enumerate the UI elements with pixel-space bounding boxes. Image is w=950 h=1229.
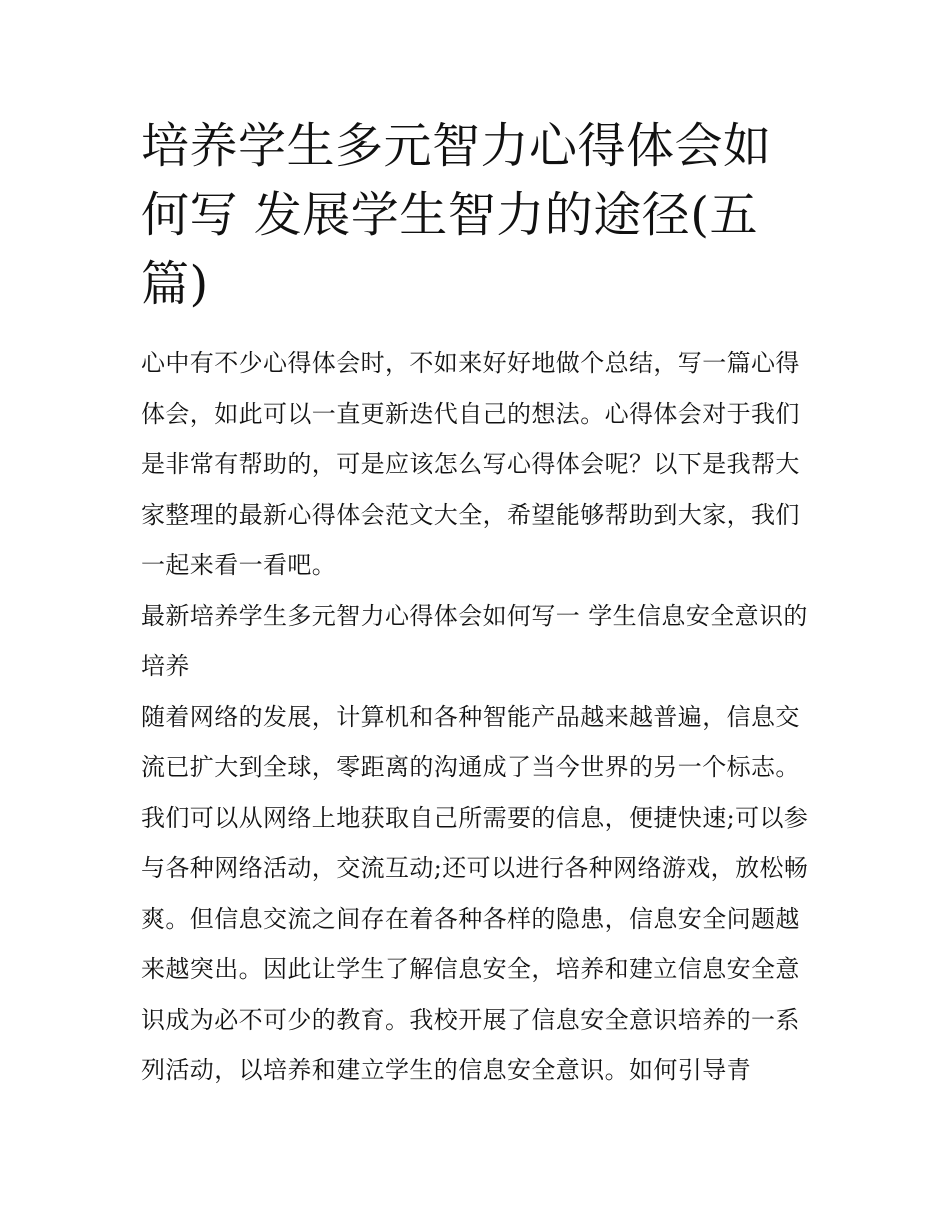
section-body-paragraph: 随着网络的发展，计算机和各种智能产品越来越普遍，信息交流已扩大到全球，零距离的沟通成了当今世界的另一个标志。我们可以从网络上地获取自己所需要的信息，便捷快速;可以参与各种网络活动，交流互动;还可以进行各种网络游戏，放松畅爽。但信息交流之间存在着各种各样的隐患，信息安全问题越来越突出。因此让学生了解信息安全，培养和建立信息安全意识成为必不可少的教育。我校开展了信息安全意识培养的一系列活动，以培养和建立学生的信息安全意识。如何引导青 bbox=[141, 702, 809, 1084]
document-page bbox=[141, 112, 813, 1096]
intro-paragraph: 心中有不少心得体会时，不如来好好地做个总结，写一篇心得体会，如此可以一直更新迭代自己的想法。心得体会对于我们是非常有帮助的，可是应该怎么写心得体会呢？以下是我帮大家整理的最新心得体会范文大全，希望能够帮助到大家，我们一起来看一看吧。 bbox=[141, 349, 800, 579]
section-heading: 最新培养学生多元智力心得体会如何写一 学生信息安全意识的培养 bbox=[141, 601, 808, 680]
document-title: 培养学生多元智力心得体会如何写 发展学生智力的途径(五篇) bbox=[141, 118, 772, 312]
